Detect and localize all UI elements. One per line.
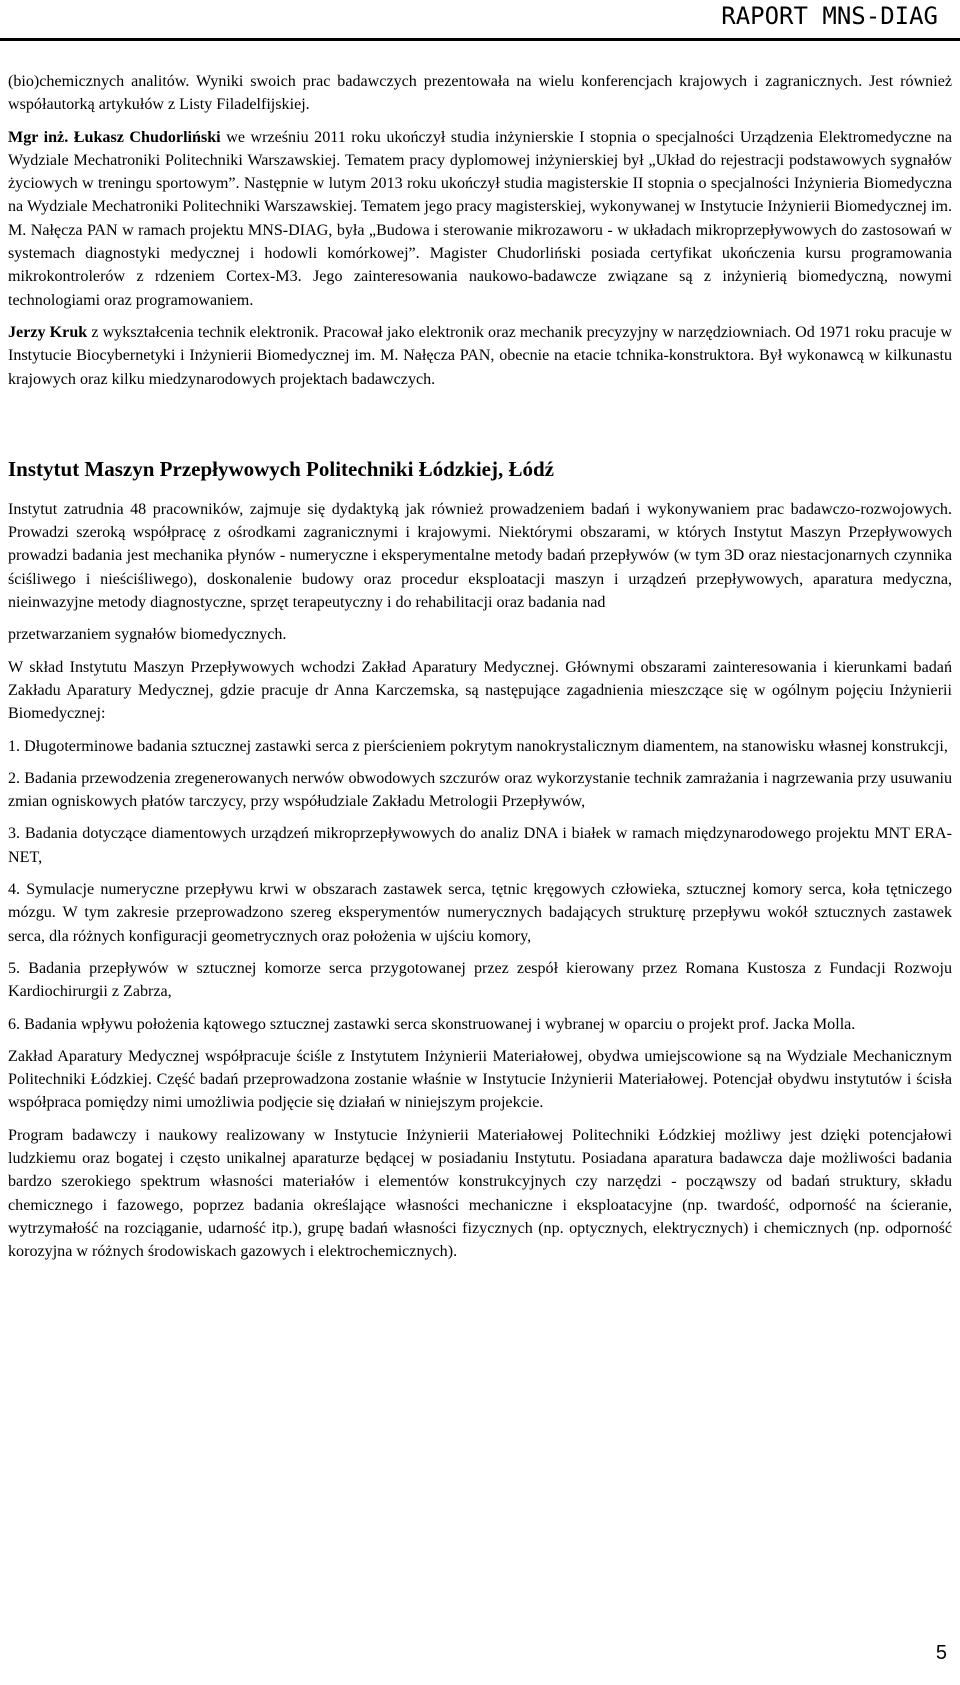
paragraph-chudorlinski bbox=[8, 126, 952, 312]
list-item: 5. Badania przepływów w sztucznej komorze serca przygotowanej przez zespół kierowany przez Romana Kustosza z Fundacji Rozwoju Kardiochirurgii z Zabrza, bbox=[8, 959, 952, 1001]
paragraph-text: z wykształcenia technik elektronik. Pracował jako elektronik oraz mechanik precyzyjny w narzędziowniach. Od 1971 roku pracuje w Instytucie Biocybernetyki i Inżynierii Biomedycznej im. M. Nałęcza PAN, obecnie na etacie tchnika-konstruktora. Był wykonawcą w kilkunastu krajowych oraz kilku miedzynarodowych projektach badawczych. bbox=[8, 323, 952, 388]
list-item: 1. Długoterminowe badania sztucznej zastawki serca z pierścieniem pokrytym nanokrystalicznym diamentem, na stanowisku własnej konstrukcji, bbox=[8, 737, 948, 755]
paragraph-text: we wrześniu 2011 roku ukończył studia inżynierskie I stopnia o specjalności Urządzenia Elektromedyczne na Wydziale Mechatroniki Politechniki Warszawskiej. Tematem pracy dyplomowej inżynierskiej był „Układ do rejestracji podstawowych sygnałów życiowych w treningu sportowym”. Następnie w lutym 2013 roku ukończył studia magisterskie II stopnia o specjalności Inżynieria Biomedyczna na Wydziale Mechatroniki Politechniki Warszawskiej. Tematem jego pracy magisterskiej, wykonywanej w Instytucie Inżynierii Biomedycznej im. M. Nałęcza PAN w ramach projektu MNS-DIAG, była „Budowa i sterowanie mikrozaworu - w układach mikroprzepływowych do zastosowań w systemach diagnostyki medycznej i hodowli komórkowej”. Magister Chudorliński posiada certyfikat ukończenia kursu programowania mikrokontrolerów z rdzeniem Cortex-M3. Jego zainteresowania naukowo-badawcze związane są z inżynierią biomedyczną, nowymi technologiami oraz programowaniem. bbox=[8, 128, 952, 309]
person-name: Mgr inż. Łukasz Chudorliński bbox=[8, 128, 221, 146]
paragraph: przetwarzaniem sygnałów biomedycznych. bbox=[8, 626, 287, 644]
document-body bbox=[8, 70, 952, 1272]
page-header bbox=[0, 0, 960, 41]
paragraph: Program badawczy i naukowy realizowany w Instytucie Inżynierii Materiałowej Politechniki Łódzkiej możliwy jest dzięki potencjałowi ludzkiemu oraz bogatej i często unikalnej aparaturze będącej w posiadaniu Instytutu. Posiadana aparatura badawcza daje możliwości badania bardzo szerokiego spektrum własności materiałów i elementów konstrukcyjnych czy narzędzi - począwszy od badań struktury, składu chemicznego i fazowego, poprzez badania określające własności mechaniczne i eksploatacyjne (np. twardość, odporność na ścieranie, wytrzymałość na rozciąganie, udarność itp.), grupę badań własności fizycznych (np. optycznych, elektrycznych) i chemicznych (np. odporność korozyjna w różnych środowiskach gazowych i elektrochemicznych). bbox=[8, 1126, 952, 1261]
paragraph: Instytut zatrudnia 48 pracowników, zajmuje się dydaktyką jak również prowadzeniem badań i wykonywaniem prac badawczo-rozwojowych. Prowadzi szeroką współpracę z ośrodkami zagranicznymi i krajowymi. Niektórymi obszarami, w których Instytut Maszyn Przepływowych prowadzi badania jest mechanika płynów - numeryczne i eksperymentalne metody badań przepływów (w tym 3D oraz niestacjonarnych czynnika ściśliwego i nieściśliwego), doskonalenie budowy oraz procedur eksploatacji maszyn i urządzeń przepływowych, aparatura medyczna, nieinwazyjne metody diagnostyczne, sprzęt terapeutyczny i do rehabilitacji oraz badania nad bbox=[8, 500, 952, 612]
page-number: 5 bbox=[935, 1642, 947, 1664]
paragraph: Zakład Aparatury Medycznej współpracuje ściśle z Instytutem Inżynierii Materiałowej, obydwa umiejscowione są na Wydziale Mechanicznym Politechniki Łódzkiej. Część badań przeprowadzona zostanie właśnie w Instytucie Inżynierii Materiałowej. Potencjał obydwu instytutów i ścisła współpraca pomiędzy nimi umożliwia podjęcie się działań w niniejszym projekcie. bbox=[8, 1047, 952, 1112]
list-item: 4. Symulacje numeryczne przepływu krwi w obszarach zastawek serca, tętnic kręgowych człowieka, sztucznej komory serca, koła tętniczego mózgu. W tym zakresie przeprowadzono szereg eksperymentów numerycznych badających strukturę przepływu wokół sztucznych zastawek serca, dla różnych konfiguracji geometrycznych oraz położenia w ujściu komory, bbox=[8, 881, 952, 945]
list-item: 2. Badania przewodzenia zregenerowanych nerwów obwodowych szczurów oraz wykorzystanie technik zamrażania i nagrzewania przy usuwaniu zmian ogniskowych płatów tarczycy, przy współudziale Zakładu Metrologii Przepływów, bbox=[8, 769, 952, 811]
person-name: Jerzy Kruk bbox=[8, 323, 88, 341]
list-item: 6. Badania wpływu położenia kątowego sztucznej zastawki serca skonstruowanej i wybranej w oparciu o projekt prof. Jacka Molla. bbox=[8, 1015, 856, 1033]
paragraph-intro: (bio)chemicznych analitów. Wyniki swoich prac badawczych prezentowała na wielu konferencjach krajowych i zagranicznych. Jest również współautorką artykułów z Listy Filadelfijskiej. bbox=[8, 73, 952, 114]
report-title: RAPORT MNS-DIAG bbox=[721, 2, 938, 30]
section-heading: Instytut Maszyn Przepływowych Politechniki Łódzkiej, Łódź bbox=[8, 456, 554, 481]
spacer bbox=[8, 400, 952, 456]
paragraph-kruk bbox=[8, 321, 952, 391]
list-item: 3. Badania dotyczące diamentowych urządzeń mikroprzepływowych do analiz DNA i białek w ramach międzynarodowego projektu MNT ERA-NET, bbox=[8, 825, 952, 866]
paragraph: W skład Instytutu Maszyn Przepływowych wchodzi Zakład Aparatury Medycznej. Głównymi obszarami zainteresowania i kierunkami badań Zakładu Aparatury Medycznej, gdzie pracuje dr Anna Karczemska, są następujące zagadnienia mieszczące się w ogólnym pojęciu Inżynierii Biomedycznej: bbox=[8, 658, 952, 723]
